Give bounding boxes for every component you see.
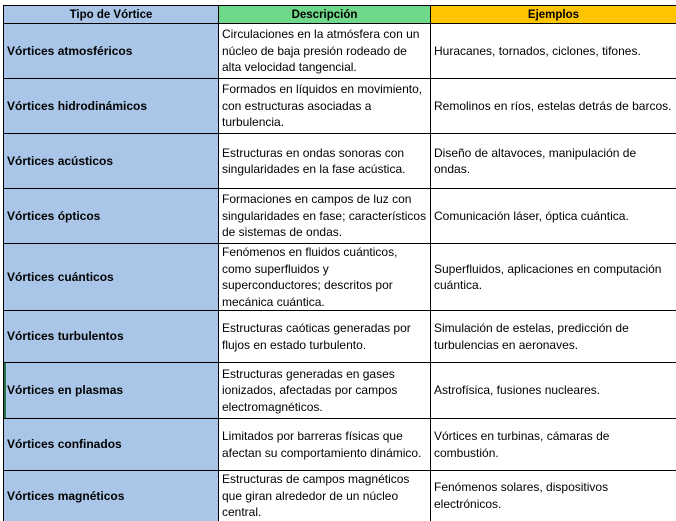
- cell-type[interactable]: Vórtices hidrodinámicos: [4, 79, 219, 134]
- cell-examples[interactable]: Vórtices en turbinas, cámaras de combustión.: [431, 419, 676, 471]
- table-row: [4, 189, 676, 244]
- cell-type[interactable]: Vórtices magnéticos: [4, 471, 219, 521]
- header-row: [4, 6, 676, 24]
- header-cell-examples[interactable]: Ejemplos: [431, 6, 676, 24]
- cell-examples[interactable]: Superfluidos, aplicaciones en computación cuántica.: [431, 244, 676, 311]
- table-row: [4, 311, 676, 363]
- cell-examples[interactable]: Remolinos en ríos, estelas detrás de barcos.: [431, 79, 676, 134]
- table-row: [4, 134, 676, 189]
- table-row: [4, 244, 676, 311]
- cell-examples[interactable]: Simulación de estelas, predicción de turbulencias en aeronaves.: [431, 311, 676, 363]
- cell-description[interactable]: Formados en líquidos en movimiento, con estructuras asociadas a turbulencia.: [219, 79, 431, 134]
- cell-type[interactable]: Vórtices atmosféricos: [4, 24, 219, 79]
- table-row: [4, 24, 676, 79]
- cell-examples[interactable]: Diseño de altavoces, manipulación de ondas.: [431, 134, 676, 189]
- header-cell-type[interactable]: Tipo de Vórtice: [4, 6, 219, 24]
- cell-description[interactable]: Fenómenos en fluidos cuánticos, como superfluidos y superconductores; descritos por mecánica cuántica.: [219, 244, 431, 311]
- cell-type[interactable]: Vórtices confinados: [4, 419, 219, 471]
- cell-examples[interactable]: Fenómenos solares, dispositivos electrónicos.: [431, 471, 676, 521]
- cell-description[interactable]: Limitados por barreras físicas que afectan su comportamiento dinámico.: [219, 419, 431, 471]
- table-row: [4, 471, 676, 521]
- cell-type[interactable]: Vórtices turbulentos: [4, 311, 219, 363]
- cell-description[interactable]: Estructuras de campos magnéticos que giran alrededor de un núcleo central.: [219, 471, 431, 521]
- cell-type[interactable]: Vórtices acústicos: [4, 134, 219, 189]
- header-cell-description[interactable]: Descripción: [219, 6, 431, 24]
- spreadsheet-grid[interactable]: [3, 5, 676, 521]
- table-row: [4, 419, 676, 471]
- cell-description[interactable]: Estructuras caóticas generadas por flujos en estado turbulento.: [219, 311, 431, 363]
- cell-type[interactable]: Vórtices en plasmas: [4, 363, 219, 419]
- vortex-table: [3, 5, 676, 521]
- cell-description[interactable]: Estructuras en ondas sonoras con singularidades en la fase acústica.: [219, 134, 431, 189]
- cell-examples[interactable]: Comunicación láser, óptica cuántica.: [431, 189, 676, 244]
- cell-type[interactable]: Vórtices ópticos: [4, 189, 219, 244]
- table-row: [4, 79, 676, 134]
- cell-type[interactable]: Vórtices cuánticos: [4, 244, 219, 311]
- cell-description[interactable]: Estructuras generadas en gases ionizados, afectadas por campos electromagnéticos.: [219, 363, 431, 419]
- cell-examples[interactable]: Astrofísica, fusiones nucleares.: [431, 363, 676, 419]
- cell-description[interactable]: Circulaciones en la atmósfera con un núcleo de baja presión rodeado de alta velocidad tangencial.: [219, 24, 431, 79]
- cell-description[interactable]: Formaciones en campos de luz con singularidades en fase; característicos de sistemas de ondas.: [219, 189, 431, 244]
- cell-examples[interactable]: Huracanes, tornados, ciclones, tifones.: [431, 24, 676, 79]
- table-row: [4, 363, 676, 419]
